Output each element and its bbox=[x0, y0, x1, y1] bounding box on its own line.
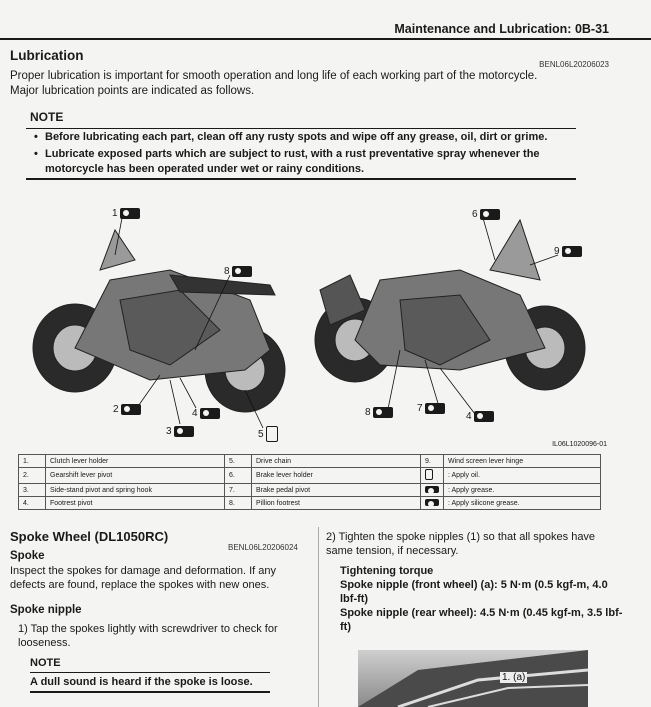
legend-symbol bbox=[421, 484, 444, 497]
callout-number: 4 bbox=[466, 411, 472, 422]
legend-number: 8. bbox=[225, 497, 252, 510]
callout bbox=[258, 426, 278, 442]
callout bbox=[417, 403, 445, 414]
callout bbox=[112, 208, 140, 219]
callout-number: 1 bbox=[112, 208, 118, 219]
spoke-nipple-subtitle: Spoke nipple bbox=[10, 604, 82, 616]
motorcycle-illustration bbox=[20, 200, 610, 445]
callout-number: 4 bbox=[192, 408, 198, 419]
spoke-photo bbox=[358, 650, 588, 707]
legend-text: Clutch lever holder bbox=[46, 455, 225, 468]
lubrication-note bbox=[18, 104, 576, 180]
note-label: NOTE bbox=[30, 657, 61, 669]
legend-number: 6. bbox=[225, 468, 252, 484]
page-header-title: Maintenance and Lubrication: 0B-31 bbox=[394, 22, 609, 36]
legend-text: Wind screen lever hinge bbox=[444, 455, 601, 468]
callout bbox=[554, 246, 582, 257]
grease-icon bbox=[174, 426, 194, 437]
callout-number: 8 bbox=[224, 266, 230, 277]
note-bottom-rule bbox=[26, 178, 576, 180]
grease-icon bbox=[425, 486, 439, 493]
step-2: 2) Tighten the spoke nipples (1) so that all spokes have same tension, if necessary. bbox=[326, 531, 596, 557]
torque-rear: Spoke nipple (rear wheel): 4.5 N·m (0.45 kgf-m, 3.5 lbf-ft) bbox=[340, 607, 623, 633]
callout bbox=[365, 407, 393, 418]
legend-text: Brake lever holder bbox=[252, 468, 421, 484]
legend-text: : Apply silicone grease. bbox=[444, 497, 601, 510]
lubrication-code: BENL06L20206023 bbox=[539, 60, 609, 69]
silicone-grease-icon bbox=[425, 499, 439, 506]
legend-number: 2. bbox=[19, 468, 46, 484]
legend-text: Footrest pivot bbox=[46, 497, 225, 510]
note-bottom-rule bbox=[30, 691, 270, 693]
step-1: 1) Tap the spokes lightly with screwdriver to check for looseness. bbox=[18, 623, 278, 649]
bullet-text: Before lubricating each part, clean off any rusty spots and wipe off any grease, oil, dirt or grime. bbox=[45, 131, 548, 143]
grease-icon bbox=[480, 209, 500, 220]
callout-number: 8 bbox=[365, 407, 371, 418]
torque-front: Spoke nipple (front wheel) (a): 5 N·m (0.5 kgf-m, 4.0 lbf-ft) bbox=[340, 579, 608, 605]
legend-symbol bbox=[421, 468, 444, 484]
figure-code: IL06L1020096-01 bbox=[552, 441, 607, 448]
oil-can-icon bbox=[425, 469, 433, 480]
grease-icon bbox=[425, 403, 445, 414]
legend-text: Gearshift lever pivot bbox=[46, 468, 225, 484]
legend-text: Drive chain bbox=[252, 455, 421, 468]
table-row bbox=[19, 497, 601, 510]
legend-symbol bbox=[421, 497, 444, 510]
grease-icon bbox=[232, 266, 252, 277]
lubrication-figure bbox=[20, 200, 610, 445]
legend-number: 4. bbox=[19, 497, 46, 510]
spoke-note bbox=[30, 657, 270, 693]
lubrication-title: Lubrication bbox=[10, 48, 84, 63]
legend-text: Side-stand pivot and spring hook bbox=[46, 484, 225, 497]
legend-text: : Apply grease. bbox=[444, 484, 601, 497]
legend-text: : Apply oil. bbox=[444, 468, 601, 484]
spoke-wheel-title: Spoke Wheel (DL1050RC) bbox=[10, 529, 169, 544]
note-label: NOTE bbox=[30, 110, 64, 124]
header-rule bbox=[0, 38, 651, 40]
legend-table bbox=[18, 454, 601, 510]
legend-number: 7. bbox=[225, 484, 252, 497]
bullet-dot: • bbox=[34, 148, 38, 160]
photo-callout: 1. (a) bbox=[502, 672, 526, 683]
silicone-grease-icon bbox=[562, 246, 582, 257]
grease-icon bbox=[474, 411, 494, 422]
callout-number: 5 bbox=[258, 428, 264, 440]
spoke-wheel-code: BENL06L20206024 bbox=[228, 543, 298, 552]
spoke-photo-illustration bbox=[358, 650, 588, 707]
callout bbox=[224, 266, 252, 277]
callout-number: 2 bbox=[113, 404, 119, 415]
callout bbox=[472, 209, 500, 220]
grease-icon bbox=[120, 208, 140, 219]
bullet-text: Lubricate exposed parts which are subject to rust, with a rust preventative spray whenever the motorcycle has been operated under wet or rainy conditions. bbox=[45, 148, 540, 175]
grease-icon bbox=[200, 408, 220, 419]
callout bbox=[166, 426, 194, 437]
spoke-text: Inspect the spokes for damage and deformation. If any defects are found, replace the spokes with new ones. bbox=[10, 565, 276, 591]
grease-icon bbox=[121, 404, 141, 415]
table-row bbox=[19, 455, 601, 468]
legend-number: 9. bbox=[421, 455, 444, 468]
note-top-rule bbox=[26, 128, 576, 129]
legend-text: Pillion footrest bbox=[252, 497, 421, 510]
legend-text: Brake pedal pivot bbox=[252, 484, 421, 497]
callout-number: 3 bbox=[166, 426, 172, 437]
table-row bbox=[19, 468, 601, 484]
callout bbox=[192, 408, 220, 419]
callout-number: 6 bbox=[472, 209, 478, 220]
note-text: A dull sound is heard if the spoke is loose. bbox=[30, 676, 253, 688]
column-divider bbox=[318, 527, 319, 707]
note-top-rule bbox=[30, 672, 270, 673]
lubrication-para-1: Proper lubrication is important for smooth operation and long life of each working part of the motorcycle. bbox=[10, 70, 538, 82]
bullet-dot: • bbox=[34, 131, 38, 143]
callout bbox=[113, 404, 141, 415]
callout-number: 9 bbox=[554, 246, 560, 257]
legend-number: 5. bbox=[225, 455, 252, 468]
grease-icon bbox=[373, 407, 393, 418]
callout-number: 7 bbox=[417, 403, 423, 414]
spoke-subtitle: Spoke bbox=[10, 550, 45, 562]
oil-can-icon bbox=[266, 426, 278, 442]
lubrication-para-2: Major lubrication points are indicated as follows. bbox=[10, 85, 255, 97]
torque-title: Tightening torque bbox=[340, 565, 434, 577]
callout bbox=[466, 411, 494, 422]
table-row bbox=[19, 484, 601, 497]
legend-number: 3. bbox=[19, 484, 46, 497]
legend-number: 1. bbox=[19, 455, 46, 468]
